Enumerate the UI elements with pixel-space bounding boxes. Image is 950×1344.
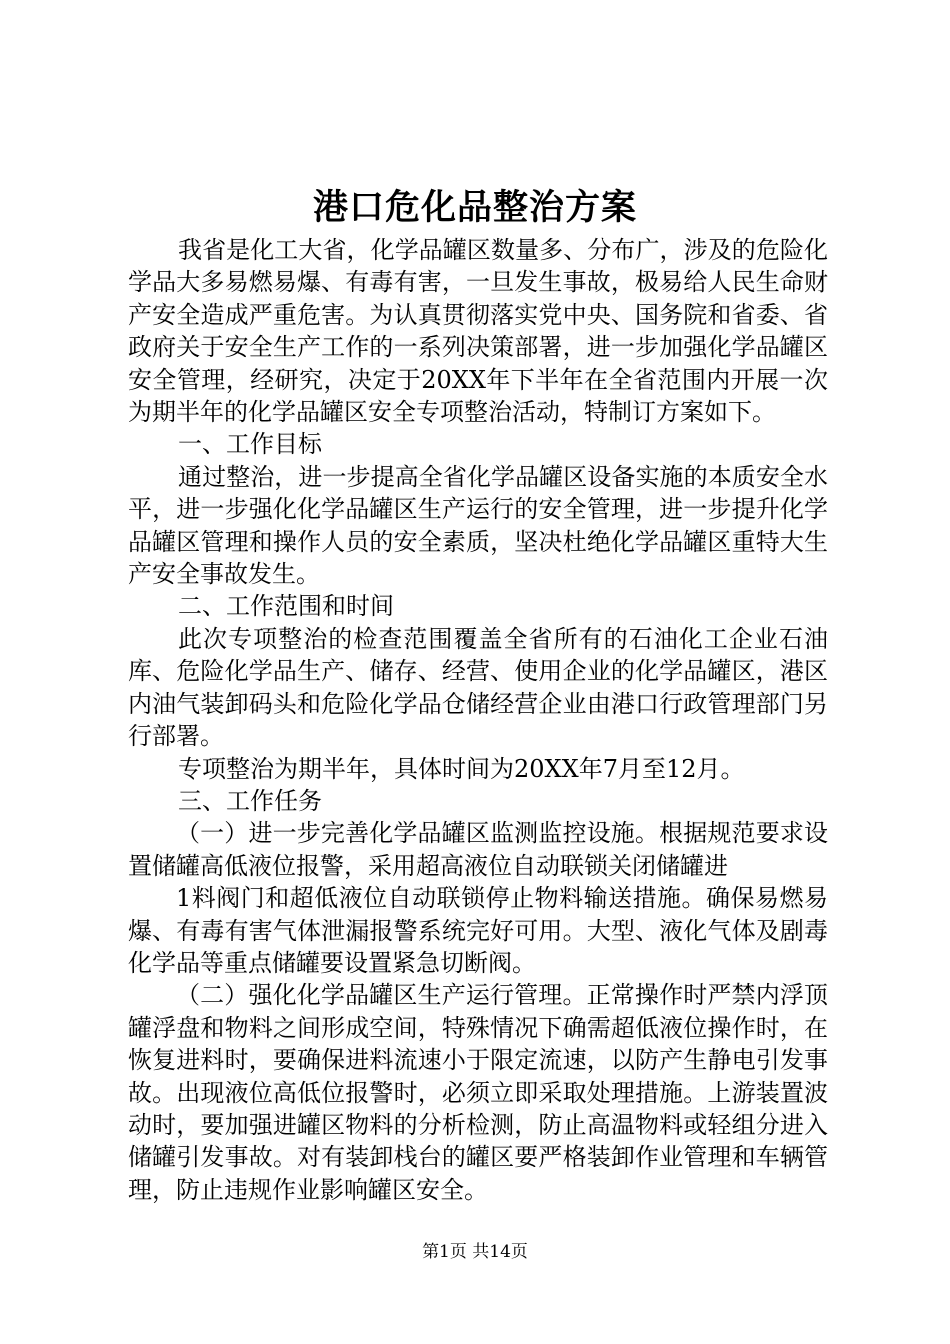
paragraph-task-2: （二）强化化学品罐区生产运行管理。正常操作时严禁内浮顶罐浮盘和物料之间形成空间，特殊情况下确需超低液位操作时，在恢复进料时，要确保进料流速小于限定流速，以防产生静电引发事故。出现液位高低位报警时，必须立即采取处理措施。上游装置波动时，要加强进罐区物料的分析检测，防止高温物料或轻组分进入储罐引发事故。对有装卸栈台的罐区要严格装卸作业管理和车辆管理，防止违规作业影响罐区安全。 [128, 981, 828, 1204]
paragraph-task-1: （一）进一步完善化学品罐区监测监控设施。根据规范要求设置储罐高低液位报警，采用超高液位自动联锁关闭储罐进 [128, 819, 828, 880]
page-footer: 第1页 共14页 [422, 1242, 528, 1262]
document-body [128, 234, 828, 1206]
paragraph-scope: 此次专项整治的检查范围覆盖全省所有的石油化工企业石油库、危险化学品生产、储存、经营、使用企业的化学品罐区，港区内油气装卸码头和危险化学品仓储经营企业由港口行政管理部门另行部署。 [128, 624, 828, 751]
paragraph-goals: 通过整治，进一步提高全省化学品罐区设备实施的本质安全水平，进一步强化化学品罐区生产运行的安全管理，进一步提升化学品罐区管理和操作人员的安全素质，坚决杜绝化学品罐区重特大生产安全事故发生。 [128, 462, 828, 589]
paragraph-intro: 我省是化工大省，化学品罐区数量多、分布广，涉及的危险化学品大多易燃易爆、有毒有害，一旦发生事故，极易给人民生命财产安全造成严重危害。为认真贯彻落实党中央、国务院和省委、省政府关于安全生产工作的一系列决策部署，进一步加强化学品罐区安全管理，经研究，决定于20XX年下半年在全省范围内开展一次为期半年的化学品罐区安全专项整治活动，特制订方案如下。 [128, 236, 828, 427]
section-heading-scope: 二、工作范围和时间 [178, 592, 394, 621]
section-heading-goals: 一、工作目标 [178, 430, 322, 459]
paragraph-task-1-continued: 1料阀门和超低液位自动联锁停止物料输送措施。确保易燃易爆、有毒有害气体泄漏报警系统完好可用。大型、液化气体及剧毒化学品等重点储罐要设置紧急切断阀。 [128, 884, 828, 977]
section-heading-tasks: 三、工作任务 [178, 786, 322, 815]
paragraph-duration: 专项整治为期半年，具体时间为20XX年7月至12月。 [178, 754, 745, 783]
document-title: 港口危化品整治方案 [312, 187, 637, 228]
